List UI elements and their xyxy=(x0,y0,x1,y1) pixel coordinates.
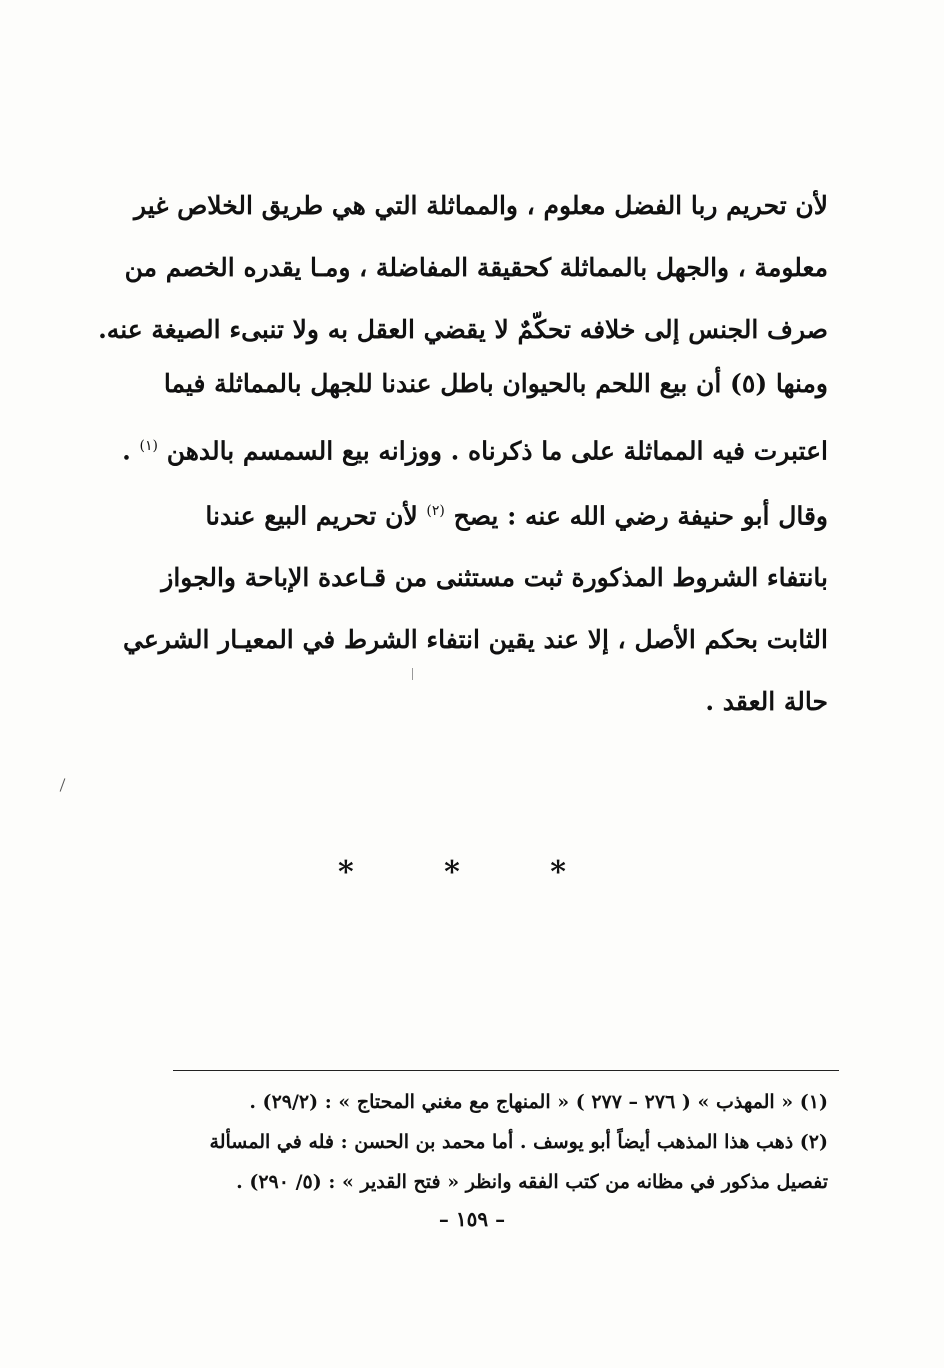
text-segment: وقال أبو حنيفة رضي الله عنه : يصح xyxy=(453,501,828,531)
footnote-line: تفصيل مذكور في مظانه من كتب الفقه وانظر « فتح القدير » : (٥/ ٢٩٠) . xyxy=(236,1171,828,1193)
text-line xyxy=(122,415,828,482)
paragraph-2 xyxy=(122,353,828,482)
scan-speck xyxy=(412,668,413,680)
text-line xyxy=(178,480,828,547)
section-separator: * * * xyxy=(338,855,606,890)
text-line: حالة العقد . xyxy=(705,687,828,717)
text-segment: اعتبرت فيه المماثلة على ما ذكرناه . ووزانه بيع السمسم بالدهن xyxy=(166,436,828,466)
text-line: ومنها (٥) أن بيع اللحم بالحيوان باطل عندنا للجهل بالمماثلة فيما xyxy=(163,369,828,398)
scan-speck xyxy=(60,778,66,791)
paragraph-1 xyxy=(98,175,828,361)
paragraph-3 xyxy=(123,480,828,733)
page-number: – ١٥٩ – xyxy=(438,1207,506,1231)
footnote-marker: (١) xyxy=(139,438,158,454)
footnotes xyxy=(178,1082,828,1202)
text-line: بانتفاء الشروط المذكورة ثبت مستثنى من قـاعدة الإباحة والجواز xyxy=(161,563,828,593)
footnote-marker: (٢) xyxy=(426,503,445,519)
text-segment: . xyxy=(122,436,140,466)
footnote-line: (٢) ذهب هذا المذهب أيضاً أبو يوسف . أما محمد بن الحسن : فله في المسألة xyxy=(209,1131,828,1153)
text-line: لأن تحريم ربا الفضل معلوم ، والمماثلة التي هي طريق الخلاص غير xyxy=(133,191,828,220)
text-line: معلومة ، والجهل بالمماثلة كحقيقة المفاضلة ، ومـا يقدره الخصم من xyxy=(124,253,828,282)
text-segment: لأن تحريم البيع عندنا xyxy=(205,501,427,531)
text-line: الثابت بحكم الأصل ، إلا عند يقين انتفاء الشرط في المعيـار الشرعي xyxy=(123,625,828,655)
footnote-line: (١) « المهذب » ( ٢٧٦ – ٢٧٧ ) « المنهاج مع مغني المحتاج » : (٢٩/٢) . xyxy=(249,1091,828,1113)
footnote-divider xyxy=(173,1070,839,1071)
text-line: صرف الجنس إلى خلافه تحكّمٌ لا يقضي العقل به ولا تنبىء الصيغة عنه. xyxy=(98,315,828,344)
